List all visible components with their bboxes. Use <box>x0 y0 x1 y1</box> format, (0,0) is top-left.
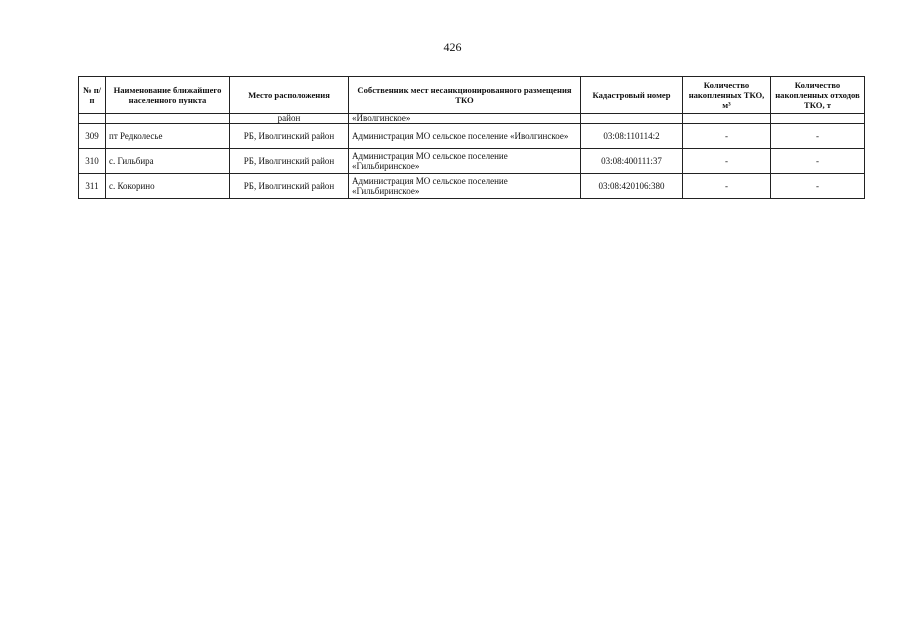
cell-volume <box>683 114 771 124</box>
cell-cadastral <box>581 114 683 124</box>
cell-mass <box>771 114 865 124</box>
table-row <box>79 174 865 199</box>
header-owner: Собственник мест несанкционированного размещения ТКО <box>349 77 581 114</box>
header-num: № п/п <box>79 77 106 114</box>
table-row-continuation <box>79 114 865 124</box>
cell-owner: Администрация МО сельское поселение «Иволгинское» <box>349 124 581 149</box>
cell-owner: Администрация МО сельское поселение «Гильбиринское» <box>349 174 581 199</box>
cell-name: пт Редколесье <box>106 124 230 149</box>
cell-location: РБ, Иволгинский район <box>230 124 349 149</box>
cell-volume: - <box>683 124 771 149</box>
cell-owner: «Иволгинское» <box>349 114 581 124</box>
cell-cadastral: 03:08:400111:37 <box>581 149 683 174</box>
header-location: Место расположения <box>230 77 349 114</box>
cell-name: с. Гильбира <box>106 149 230 174</box>
header-mass: Количество накопленных отходов ТКО, т <box>771 77 865 114</box>
cell-mass: - <box>771 149 865 174</box>
cell-owner: Администрация МО сельское поселение «Гильбиринское» <box>349 149 581 174</box>
page-number: 426 <box>443 40 462 54</box>
header-volume: Количество накопленных ТКО, м³ <box>683 77 771 114</box>
cell-name <box>106 114 230 124</box>
cell-cadastral: 03:08:420106:380 <box>581 174 683 199</box>
cell-location: район <box>230 114 349 124</box>
header-name: Наименование ближайшего населенного пункта <box>106 77 230 114</box>
cell-num: 310 <box>79 149 106 174</box>
cell-location: РБ, Иволгинский район <box>230 174 349 199</box>
header-cadastral: Кадастровый номер <box>581 77 683 114</box>
cell-num <box>79 114 106 124</box>
table-header-row <box>79 77 865 114</box>
cell-mass: - <box>771 174 865 199</box>
cell-volume: - <box>683 174 771 199</box>
cell-location: РБ, Иволгинский район <box>230 149 349 174</box>
waste-sites-table <box>78 76 865 199</box>
cell-mass: - <box>771 124 865 149</box>
cell-num: 311 <box>79 174 106 199</box>
cell-cadastral: 03:08:110114:2 <box>581 124 683 149</box>
cell-volume: - <box>683 149 771 174</box>
table-row <box>79 124 865 149</box>
cell-num: 309 <box>79 124 106 149</box>
table-row <box>79 149 865 174</box>
cell-name: с. Кокорино <box>106 174 230 199</box>
